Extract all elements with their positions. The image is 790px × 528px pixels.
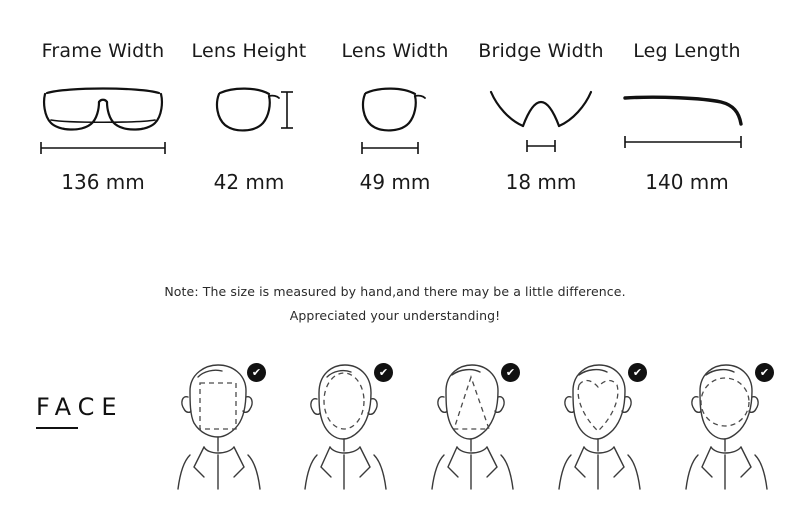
measure-value: 42 mm: [213, 170, 285, 194]
face-item-oval: [287, 355, 399, 495]
face-item-square: [160, 355, 272, 495]
measure-title: Leg Length: [633, 40, 741, 62]
measure-title: Bridge Width: [478, 40, 604, 62]
face-label-text: FACE: [36, 393, 124, 421]
measure-title: Lens Width: [341, 40, 449, 62]
check-icon: ✔: [628, 363, 647, 382]
measure-column-frame-width: [30, 40, 176, 194]
check-icon: ✔: [247, 363, 266, 382]
measure-column-bridge-width: [468, 40, 614, 194]
face-shapes-section: [0, 355, 790, 505]
check-icon: ✔: [374, 363, 393, 382]
measure-column-lens-width: [322, 40, 468, 194]
measure-value: 49 mm: [359, 170, 431, 194]
face-item-heart: [541, 355, 653, 495]
note-line-measurement: Note: The size is measured by hand,and there may be a little difference.: [164, 284, 626, 299]
note-line-thanks: Appreciated your understanding!: [289, 308, 501, 323]
face-list: [160, 355, 780, 495]
lens-width-icon: [322, 72, 468, 164]
measure-title: Lens Height: [191, 40, 307, 62]
measurements-row: [0, 40, 790, 194]
check-icon: ✔: [501, 363, 520, 382]
measure-value: 136 mm: [61, 170, 145, 194]
bridge-width-icon: [468, 72, 614, 164]
measure-value: 18 mm: [505, 170, 577, 194]
face-label-underline: [36, 427, 78, 429]
notes-block: [0, 280, 790, 328]
temple-arm-icon: [614, 72, 760, 164]
measure-column-leg-length: [614, 40, 760, 194]
face-item-triangle: [414, 355, 526, 495]
face-label: [36, 393, 156, 429]
face-item-round: [668, 355, 780, 495]
measure-column-lens-height: [176, 40, 322, 194]
measure-title: Frame Width: [41, 40, 165, 62]
lens-height-icon: [176, 72, 322, 164]
measure-value: 140 mm: [645, 170, 729, 194]
check-icon: ✔: [755, 363, 774, 382]
frame-front-icon: [30, 72, 176, 164]
